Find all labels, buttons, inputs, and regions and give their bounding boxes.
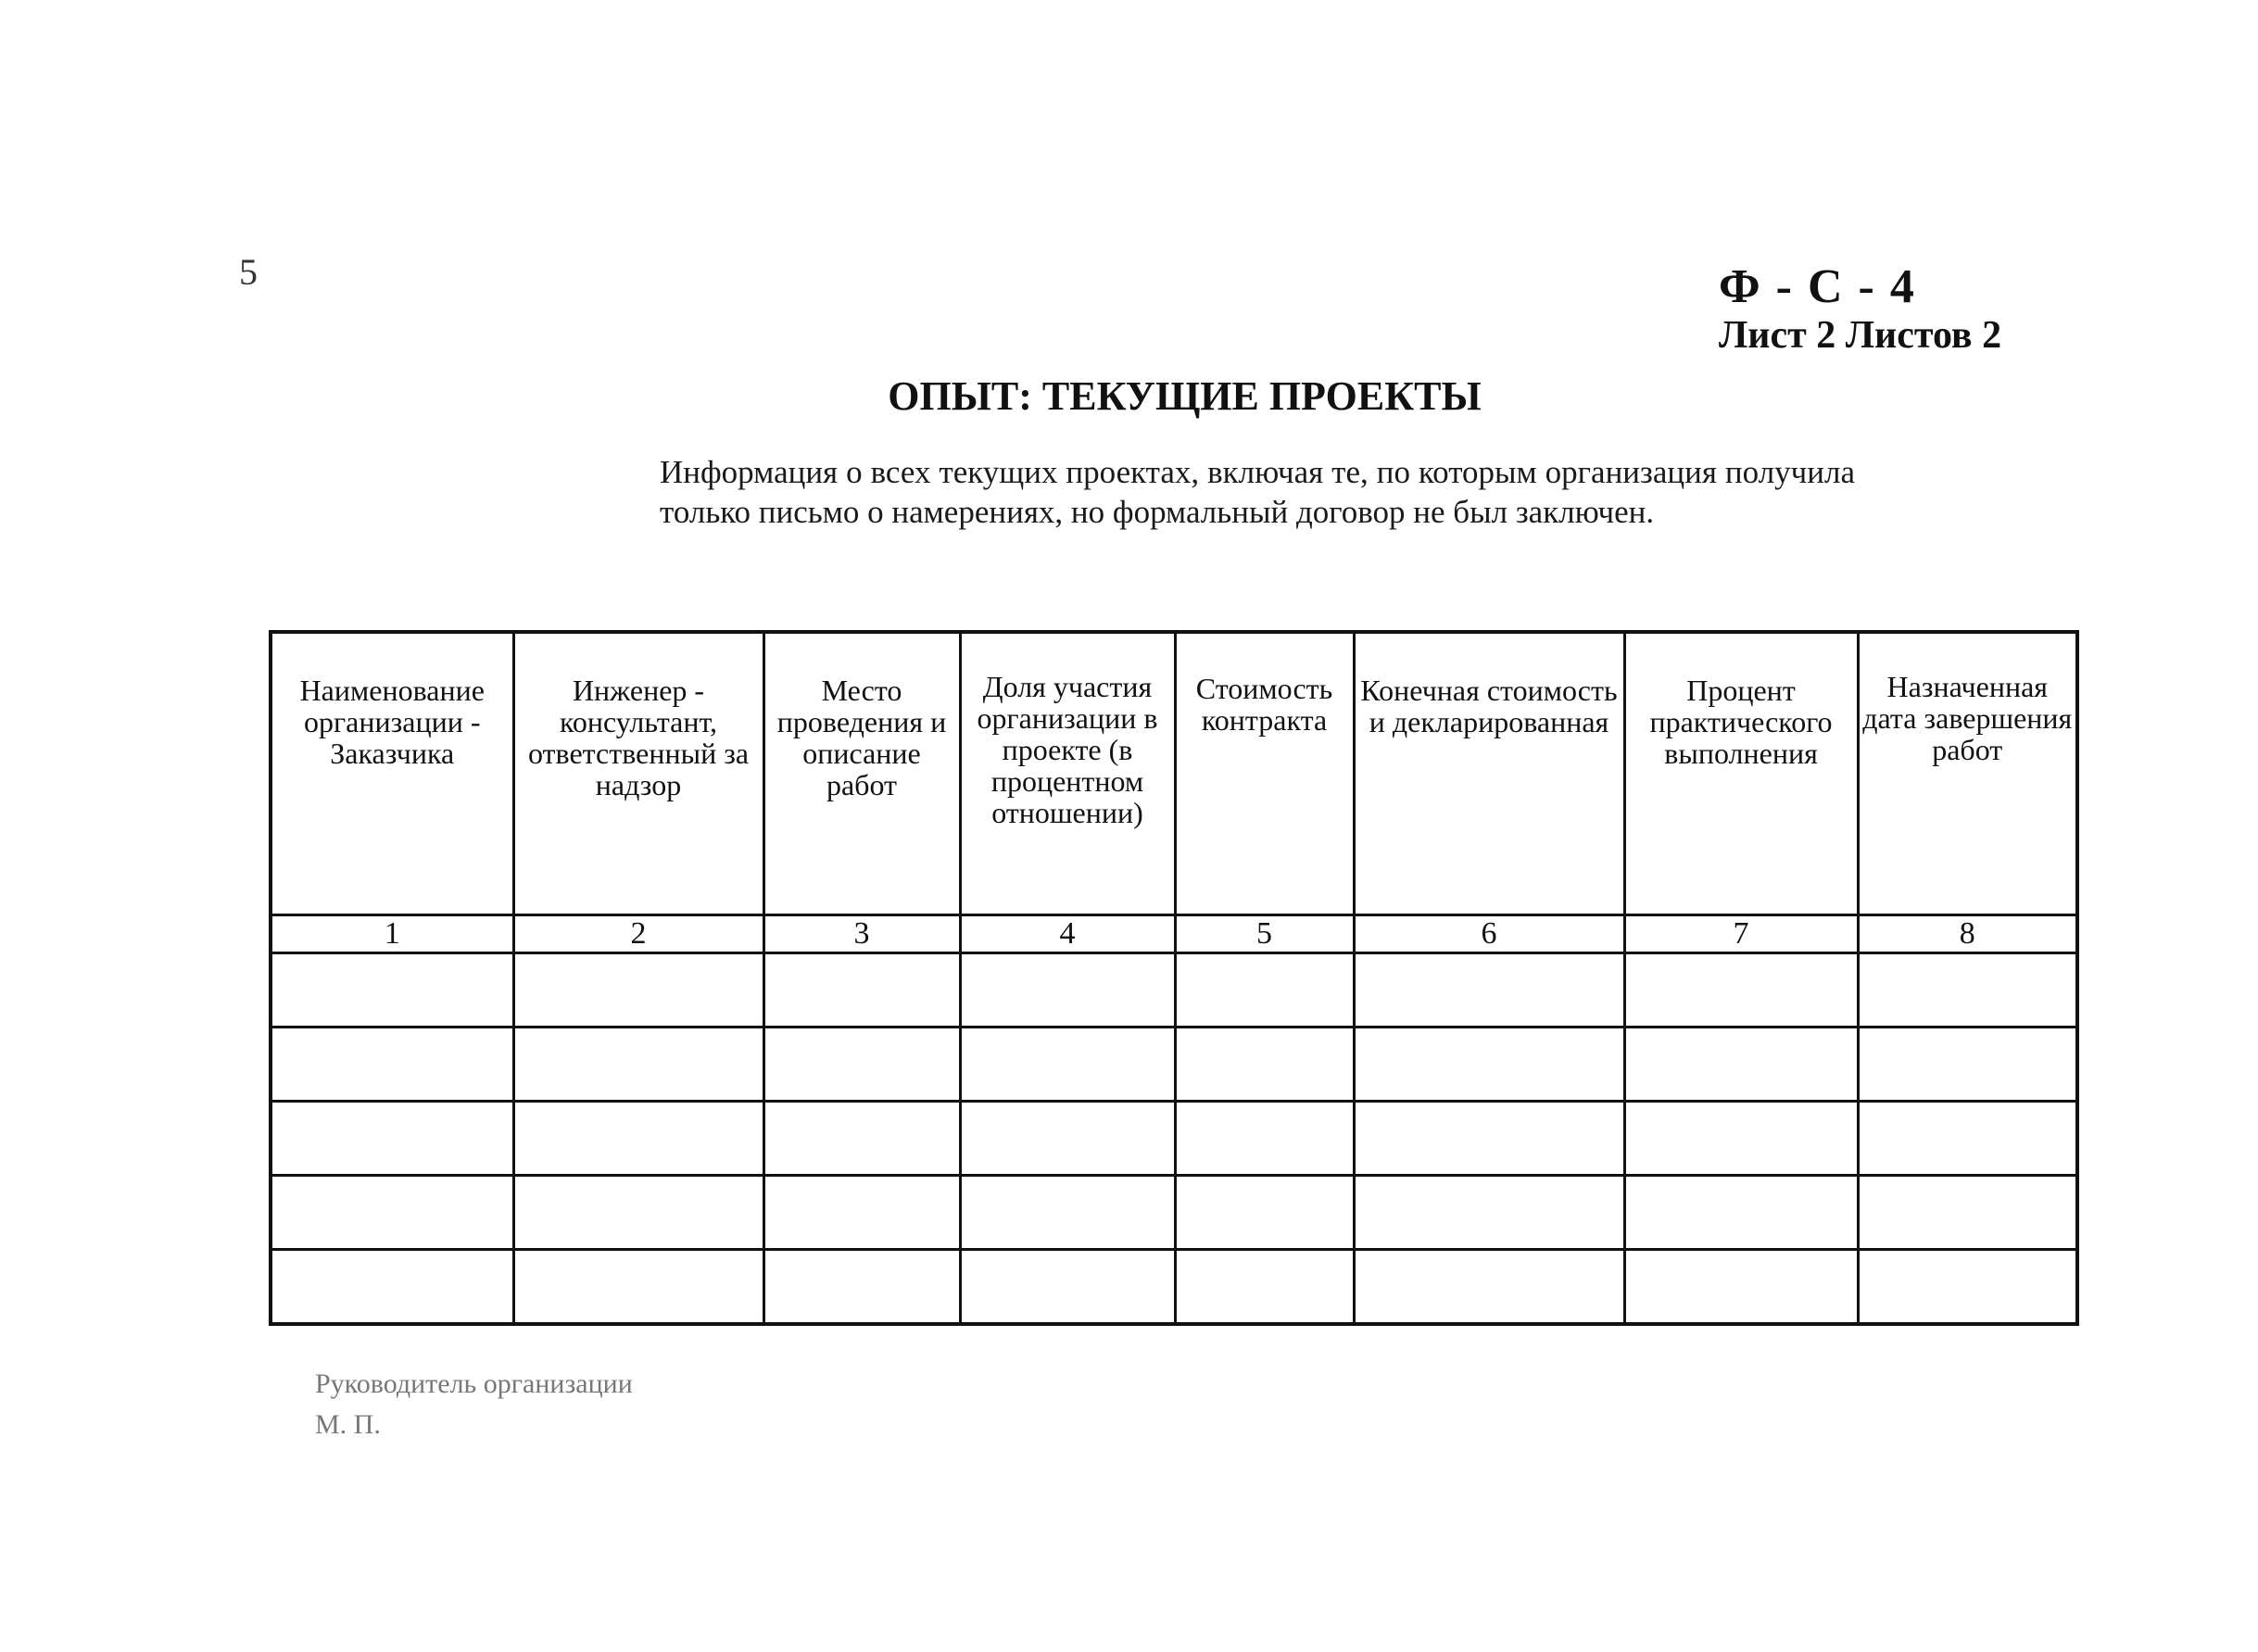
table-cell[interactable] [1354, 1176, 1624, 1250]
table-cell[interactable] [1175, 1250, 1354, 1325]
table-cell[interactable] [513, 1176, 763, 1250]
table-cell[interactable] [513, 1102, 763, 1176]
column-number: 2 [513, 915, 763, 953]
table-cell[interactable] [1858, 1028, 2077, 1102]
column-number: 1 [271, 915, 513, 953]
column-number-row [271, 915, 2077, 953]
table-cell[interactable] [763, 953, 960, 1028]
current-projects-table [269, 630, 2079, 1326]
table-cell[interactable] [1858, 1176, 2077, 1250]
column-header: Конечная стоимость и декларированная [1354, 632, 1624, 915]
table-cell[interactable] [271, 1176, 513, 1250]
page-mark: 5 [239, 251, 258, 293]
header-row [271, 632, 2077, 915]
table-cell[interactable] [1354, 1102, 1624, 1176]
table-cell[interactable] [271, 953, 513, 1028]
table-cell[interactable] [513, 1028, 763, 1102]
table-cell[interactable] [960, 1102, 1175, 1176]
table-cell[interactable] [1175, 1176, 1354, 1250]
table-cell[interactable] [960, 1250, 1175, 1325]
table-cell[interactable] [1624, 1102, 1858, 1176]
table-cell[interactable] [960, 1176, 1175, 1250]
table-cell[interactable] [1858, 1250, 2077, 1325]
table-row [271, 953, 2077, 1028]
column-header: Инженер - консультант, ответственный за надзор [513, 632, 763, 915]
column-header: Назначенная дата завершения работ [1858, 632, 2077, 915]
table-cell[interactable] [763, 1102, 960, 1176]
table-row [271, 1102, 2077, 1176]
table-row [271, 1176, 2077, 1250]
column-header: Доля участия организации в проекте (в процентном отношении) [960, 632, 1175, 915]
column-header: Место проведения и описание работ [763, 632, 960, 915]
table-cell[interactable] [271, 1250, 513, 1325]
table-cell[interactable] [271, 1102, 513, 1176]
intro-paragraph: Информация о всех текущих проектах, включая те, по которым организация получила только письмо о намерениях, но формальный договор не был заключен. [660, 454, 1855, 530]
column-header: Процент практического выполнения [1624, 632, 1858, 915]
table-cell[interactable] [1354, 1250, 1624, 1325]
table-cell[interactable] [1175, 953, 1354, 1028]
table-cell[interactable] [763, 1176, 960, 1250]
column-number: 6 [1354, 915, 1624, 953]
stamp-line: М. П. [315, 1409, 381, 1440]
column-header: Стоимость контракта [1175, 632, 1354, 915]
table-cell[interactable] [1624, 1028, 1858, 1102]
form-code: Ф - С - 4 [1719, 260, 1916, 313]
table-row [271, 1028, 2077, 1102]
table-cell[interactable] [1354, 953, 1624, 1028]
column-number: 8 [1858, 915, 2077, 953]
table-cell[interactable] [513, 953, 763, 1028]
column-number: 7 [1624, 915, 1858, 953]
table-cell[interactable] [1175, 1028, 1354, 1102]
sheet-info: Лист 2 Листов 2 [1719, 314, 2002, 357]
table-cell[interactable] [513, 1250, 763, 1325]
column-number: 3 [763, 915, 960, 953]
column-number: 5 [1175, 915, 1354, 953]
document-title: ОПЫТ: ТЕКУЩИЕ ПРОЕКТЫ [888, 373, 1482, 419]
signature-line: Руководитель организации [315, 1368, 633, 1399]
table-cell[interactable] [1858, 953, 2077, 1028]
table-cell[interactable] [1624, 953, 1858, 1028]
table-cell[interactable] [960, 953, 1175, 1028]
table-cell[interactable] [763, 1250, 960, 1325]
column-header: Наименование организации - Заказчика [271, 632, 513, 915]
table-row [271, 1250, 2077, 1325]
table-cell[interactable] [1858, 1102, 2077, 1176]
signature-block [315, 1364, 633, 1445]
column-number: 4 [960, 915, 1175, 953]
table-cell[interactable] [271, 1028, 513, 1102]
table-cell[interactable] [1624, 1176, 1858, 1250]
table-cell[interactable] [1624, 1250, 1858, 1325]
table-cell[interactable] [763, 1028, 960, 1102]
table-cell[interactable] [1175, 1102, 1354, 1176]
table-cell[interactable] [960, 1028, 1175, 1102]
table-cell[interactable] [1354, 1028, 1624, 1102]
